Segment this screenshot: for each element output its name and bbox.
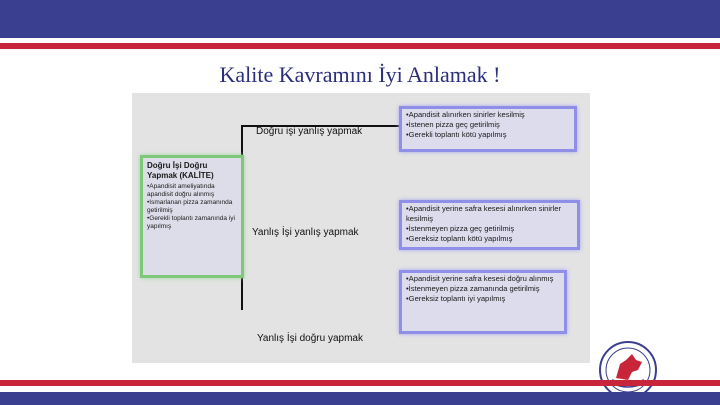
branch-item: •Gerekli toplantı kötü yapılmış [406, 130, 507, 139]
top-banner [0, 0, 720, 38]
branch-item: •Gereksiz toplantı kötü yapılmış [406, 234, 513, 243]
quality-line: •Apandisit ameliyatında apandisit doğru alınmış [147, 183, 215, 198]
quality-line: •Ismarlanan pizza zamanında getirilmiş [147, 199, 233, 214]
top-stripe [0, 43, 720, 49]
branch-item: •Gereksiz toplantı iyi yapılmış [406, 294, 506, 303]
branch-label-3: Yanlış İşi doğru yapmak [257, 333, 363, 344]
branch-item: •İstenen pizza geç getirilmiş [406, 120, 500, 129]
bottom-stripe [0, 380, 720, 386]
slide-title: Kalite Kavramını İyi Anlamak ! [219, 62, 501, 87]
quality-heading: Doğru İşi Doğru Yapmak (KALİTE) [147, 161, 214, 180]
branch-item: •Apandisit yerine safra kesesi doğru alınmış [406, 274, 554, 283]
branch-box-2 [399, 200, 580, 250]
branch-box-3 [399, 270, 567, 334]
branch-item: •Apandisit alınırken sinirler kesilmiş [406, 110, 525, 119]
quality-body [143, 181, 241, 231]
quality-box [140, 155, 244, 278]
branch-item: •İstenmeyen pizza geç getirilmiş [406, 224, 515, 233]
branch-label-1: Doğru işi yanlış yapmak [256, 126, 363, 137]
bottom-banner [0, 392, 720, 405]
branch-box-1 [399, 106, 577, 152]
university-seal-icon [598, 340, 658, 400]
branch-label-2: Yanlış İşi yanlış yapmak [252, 227, 359, 238]
branch-item: •İstenmeyen pizza zamanında getirilmiş [406, 284, 540, 293]
branch-item: •Apandisit yerine safra kesesi alınırken sinirler kesilmiş [406, 204, 562, 223]
quality-line: •Gerekli toplantı zamanında iyi yapılmış [147, 215, 235, 230]
